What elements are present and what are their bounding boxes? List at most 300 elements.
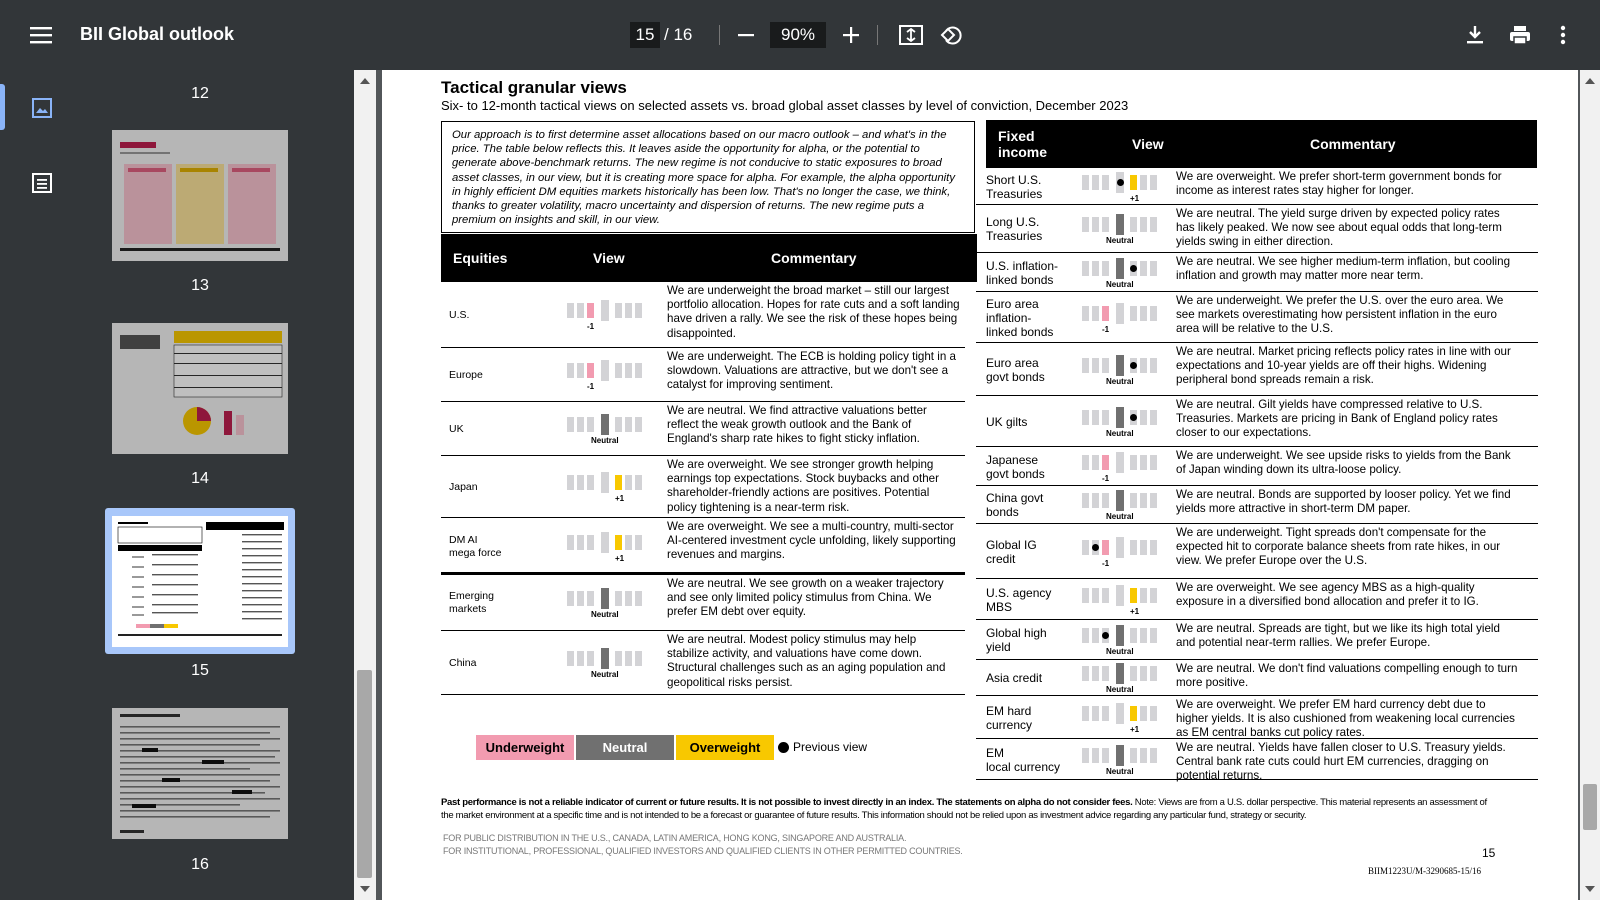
gauge-bar (635, 651, 642, 666)
gauge-center-bar (1116, 214, 1124, 235)
thumbnail-page-13[interactable] (112, 130, 288, 261)
gauge-center-bar (1116, 355, 1124, 376)
gauge-bar (1082, 493, 1089, 508)
gauge-bar (1140, 493, 1147, 508)
gauge-bar (1150, 358, 1157, 373)
view-gauge (565, 532, 645, 563)
gauge-bar (577, 651, 584, 666)
gauge-bar (615, 303, 622, 318)
gauge-label: Neutral (591, 610, 619, 619)
gauge-bar (587, 363, 594, 378)
gauge-bar (615, 651, 622, 666)
gauge-center-bar (1116, 258, 1124, 279)
table-row (976, 579, 1538, 620)
gauge-bar (1130, 588, 1137, 603)
row-commentary: We are neutral. Bonds are supported by looser policy. Yet we find yields more attractive in short-term DM paper. (1176, 488, 1511, 516)
gauge-label: -1 (1102, 473, 1110, 483)
active-indicator (0, 84, 5, 130)
thumbnails-view-icon[interactable] (28, 94, 56, 122)
thumbnail-label: 13 (191, 277, 209, 294)
gauge-bar (1092, 588, 1099, 603)
row-label: Short U.S. Treasuries (986, 172, 1043, 201)
gauge-bar (1150, 455, 1157, 470)
view-gauge (565, 588, 645, 619)
row-label: Asia credit (986, 671, 1043, 685)
thumbnail-label: 16 (191, 856, 209, 873)
pdf-page (382, 70, 1578, 900)
gauge-center-bar (601, 648, 609, 669)
gauge-bar (577, 475, 584, 490)
row-commentary: We are neutral. Spreads are tight, but we like its high total yield and potential near-term rallies. We prefer Europe. (1176, 622, 1500, 650)
row-commentary: We are overweight. We see agency MBS as a high-quality exposure in a diversified bond allocation and prefer it to IG. (1176, 581, 1479, 609)
gauge-bar (567, 535, 574, 550)
row-label: U.S. (449, 308, 470, 321)
table-row (441, 575, 965, 631)
table-row (441, 348, 965, 402)
gauge-bar (1092, 217, 1099, 232)
gauge-label: -1 (1102, 558, 1110, 568)
gauge-bar (1140, 628, 1147, 643)
view-gauge (565, 648, 645, 679)
gauge-bar (635, 363, 642, 378)
gauge-bar (567, 417, 574, 432)
view-gauge (1080, 355, 1160, 386)
previous-view-dot-icon (1102, 632, 1109, 639)
row-commentary: We are underweight. The ECB is holding policy tight in a slowdown. Valuations are attractive, but we don't see a catalyst for improving sentiment. (667, 350, 956, 392)
table-row (976, 343, 1538, 396)
thumbnail-page-14[interactable] (112, 323, 288, 454)
gauge-bar (1140, 261, 1147, 276)
table-row (976, 168, 1538, 205)
gauge-bar (1150, 261, 1157, 276)
gauge-bar (1140, 666, 1147, 681)
print-icon[interactable] (1507, 22, 1533, 48)
gauge-bar (587, 651, 594, 666)
gauge-bar (1130, 455, 1137, 470)
gauge-bar (1130, 540, 1137, 555)
table-row (976, 396, 1538, 447)
gauge-center-bar (1116, 703, 1124, 724)
gauge-label: -1 (587, 322, 595, 331)
previous-view-dot-icon (1130, 414, 1137, 421)
gauge-center-bar (1116, 625, 1124, 646)
legend-previous-view (778, 740, 867, 754)
gauge-center-bar (1116, 452, 1124, 473)
gauge-bar (577, 535, 584, 550)
table-row (976, 696, 1538, 739)
sidebar-scrollbar-thumb[interactable] (357, 670, 372, 878)
toolbar-divider (877, 25, 878, 45)
sidebar-scroll-down-icon[interactable] (360, 886, 370, 892)
row-commentary: We are neutral. The yield surge driven by expected policy rates has likely peaked. We now see about equal odds that long-term yields swing in either direction. (1176, 207, 1502, 249)
gauge-bar (1140, 358, 1147, 373)
gauge-bar (1150, 217, 1157, 232)
zoom-input[interactable] (770, 22, 826, 48)
gauge-bar (625, 303, 632, 318)
gauge-bar (1140, 217, 1147, 232)
fixed-income-header (986, 120, 1537, 168)
gauge-bar (1082, 666, 1089, 681)
gauge-bar (1150, 175, 1157, 190)
previous-view-dot-icon (1117, 179, 1124, 186)
gauge-bar (567, 303, 574, 318)
gauge-bar (1150, 666, 1157, 681)
row-commentary: We are overweight. We see a multi-country, multi-sector AI-centered investment cycle unfolding, likely supporting revenues and margins. (667, 520, 956, 562)
row-label: China (449, 656, 477, 669)
row-commentary: We are neutral. We find attractive valuations better reflect the weak growth outlook and the Bank of England's sharp rate hikes to fight sticky inflation. (667, 404, 927, 446)
gauge-bar (567, 651, 574, 666)
row-commentary: We are neutral. We see growth on a weaker trajectory and see only limited policy stimulus from China. We prefer EM debt over equity. (667, 577, 944, 619)
gauge-bar (1102, 666, 1109, 681)
row-commentary: We are underweight. We prefer the U.S. over the euro area. We see markets overestimating how persistent inflation in the euro area will be relative to the U.S. (1176, 294, 1504, 336)
table-row (976, 524, 1538, 579)
gauge-bar (1102, 455, 1109, 470)
view-gauge (565, 472, 645, 503)
page-number: 15 (1482, 846, 1496, 860)
gauge-bar (1082, 706, 1089, 721)
gauge-bar (1150, 493, 1157, 508)
gauge-bar (1150, 706, 1157, 721)
gauge-bar (1102, 217, 1109, 232)
row-label: Global IG credit (986, 537, 1037, 566)
view-gauge (1080, 745, 1160, 776)
gauge-label: +1 (1130, 606, 1140, 616)
gauge-bar (625, 475, 632, 490)
gauge-label: Neutral (1106, 279, 1134, 289)
sidebar-scroll-up-icon[interactable] (360, 78, 370, 84)
gauge-bar (625, 651, 632, 666)
zoom-in-icon[interactable] (838, 22, 864, 48)
view-gauge (1080, 172, 1160, 203)
gauge-bar (1092, 455, 1099, 470)
main-scrollbar-thumb[interactable] (1583, 784, 1597, 830)
gauge-label: -1 (1102, 324, 1110, 334)
gauge-bar (1092, 306, 1099, 321)
equities-header (441, 234, 977, 282)
main-scroll-up-icon[interactable] (1585, 78, 1595, 84)
row-commentary: We are neutral. Market pricing reflects policy rates in line with our expectations and 10-year yields are off their highs. Widening peripheral bond spreads remain a risk. (1176, 345, 1511, 387)
menu-icon[interactable] (28, 22, 54, 48)
view-gauge (1080, 703, 1160, 734)
view-gauge (1080, 585, 1160, 616)
gauge-bar (625, 417, 632, 432)
row-label: UK (449, 422, 464, 435)
previous-view-dot-icon (1130, 265, 1137, 272)
thumbnail-label: 15 (191, 662, 209, 679)
toolbar-divider (719, 25, 720, 45)
gauge-bar (1130, 306, 1137, 321)
row-label: Global high yield (986, 626, 1047, 654)
row-label: Japan (449, 480, 478, 493)
gauge-bar (577, 417, 584, 432)
main-scroll-down-icon[interactable] (1585, 886, 1595, 892)
row-commentary: We are underweight the broad market – still our largest portfolio allocation. Hopes for rate cuts and a soft landing have driven a rally. We see the risk of these hopes being disappointed. (667, 284, 960, 340)
gauge-label: +1 (615, 553, 625, 563)
gauge-center-bar (601, 588, 609, 609)
gauge-bar (1092, 493, 1099, 508)
gauge-bar (1102, 588, 1109, 603)
gauge-label: Neutral (1106, 685, 1134, 694)
gauge-bar (615, 591, 622, 606)
table-row (441, 402, 965, 456)
gauge-bar (1092, 410, 1099, 425)
gauge-bar (1092, 628, 1099, 643)
view-gauge (1080, 625, 1160, 656)
gauge-bar (615, 363, 622, 378)
gauge-bar (1082, 748, 1089, 763)
gauge-bar (1140, 748, 1147, 763)
gauge-label: Neutral (1106, 766, 1134, 776)
row-commentary: We are underweight. Tight spreads don't compensate for the expected hit to corporate balance sheets from rate hikes, in our view. We prefer Europe over the U.S. (1176, 526, 1501, 568)
view-gauge (1080, 663, 1160, 694)
zoom-out-icon[interactable] (733, 22, 759, 48)
thumbnail-label: 12 (191, 85, 209, 102)
row-label: Europe (449, 368, 483, 381)
table-row (976, 739, 1538, 783)
row-commentary: We are underweight. We see upside risks to yields from the Bank of Japan winding down its ultra-loose policy. (1176, 449, 1511, 477)
gauge-center-bar (1116, 745, 1124, 766)
gauge-bar (1082, 306, 1089, 321)
view-gauge (565, 360, 645, 391)
gauge-center-bar (1116, 303, 1124, 324)
view-gauge (1080, 303, 1160, 334)
gauge-bar (1092, 358, 1099, 373)
gauge-bar (1082, 540, 1089, 555)
gauge-bar (1130, 748, 1137, 763)
view-gauge (565, 300, 645, 331)
gauge-bar (1140, 588, 1147, 603)
row-label: U.S. inflation- linked bonds (986, 258, 1059, 287)
gauge-bar (1092, 666, 1099, 681)
gauge-bar (1102, 306, 1109, 321)
gauge-bar (567, 591, 574, 606)
fit-page-icon[interactable] (898, 22, 924, 48)
page-number-input[interactable] (630, 22, 660, 48)
page-title: Tactical granular views (441, 78, 627, 97)
gauge-bar (1082, 261, 1089, 276)
gauge-bar (1082, 217, 1089, 232)
gauge-center-bar (1116, 585, 1124, 606)
gauge-label: +1 (1130, 193, 1140, 203)
fixed-income-header-view: View (1132, 136, 1164, 152)
table-row (976, 660, 1538, 696)
page-subtitle: Six- to 12-month tactical views on selected assets vs. broad global asset classes by level of conviction, December 2023 (441, 98, 1129, 113)
legend-neutral: Neutral (576, 735, 674, 760)
gauge-bar (1092, 748, 1099, 763)
gauge-bar (1140, 410, 1147, 425)
gauge-bar (635, 303, 642, 318)
previous-view-dot-icon (778, 742, 789, 753)
gauge-bar (615, 535, 622, 550)
gauge-bar (587, 417, 594, 432)
gauge-bar (1140, 455, 1147, 470)
row-label: EM local currency (986, 745, 1061, 774)
previous-view-dot-icon (1130, 362, 1137, 369)
gauge-bar (1082, 455, 1089, 470)
gauge-bar (1102, 493, 1109, 508)
row-label: EM hard currency (986, 703, 1033, 732)
page-total: / 16 (664, 25, 693, 44)
gauge-bar (1082, 588, 1089, 603)
gauge-bar (1082, 358, 1089, 373)
row-label: U.S. agency MBS (986, 585, 1052, 614)
gauge-bar (1092, 706, 1099, 721)
gauge-bar (635, 591, 642, 606)
disclaimer-note: Note: Views are from a U.S. dollar perspective. This material represents an assessment of the market environment at a specific time and is not intended to be a forecast or guarantee of future results. This information should not be relied upon as investment advice regarding any particular fund, strategy or security. (441, 797, 1487, 821)
gauge-bar (1102, 175, 1109, 190)
gauge-bar (635, 475, 642, 490)
gauge-label: Neutral (1106, 647, 1134, 656)
distribution-line-2: FOR INSTITUTIONAL, PROFESSIONAL, QUALIFIED INVESTORS AND QUALIFIED CLIENTS IN OTHER PERMITTED COUNTRIES. (443, 846, 963, 856)
view-gauge (1080, 537, 1160, 568)
gauge-label: Neutral (1106, 376, 1134, 386)
gauge-bar (1150, 306, 1157, 321)
table-row (976, 620, 1538, 660)
thumbnail-page-16[interactable] (112, 708, 288, 839)
gauge-center-bar (1116, 490, 1124, 511)
gauge-center-bar (601, 414, 609, 435)
gauge-bar (1102, 748, 1109, 763)
gauge-bar (1102, 410, 1109, 425)
gauge-center-bar (601, 360, 609, 381)
row-label: Euro area govt bonds (986, 355, 1045, 384)
row-label: Long U.S. Treasuries (986, 215, 1043, 243)
gauge-bar (1150, 628, 1157, 643)
gauge-bar (625, 591, 632, 606)
gauge-bar (615, 475, 622, 490)
gauge-bar (1082, 175, 1089, 190)
table-row (441, 282, 965, 348)
equities-header-label: Equities (453, 250, 508, 266)
gauge-bar (1130, 493, 1137, 508)
gauge-bar (587, 303, 594, 318)
gauge-center-bar (1116, 663, 1124, 684)
thumbnail-label: 14 (191, 470, 209, 487)
row-commentary: We are neutral. We don't find valuations compelling enough to turn more positive. (1176, 662, 1518, 690)
legend-previous-label: Previous view (793, 740, 868, 754)
row-commentary: We are neutral. We see higher medium-term inflation, but cooling inflation and growth may matter more near term. (1176, 255, 1511, 283)
outline-view-icon[interactable] (28, 169, 56, 197)
view-gauge (1080, 490, 1160, 521)
gauge-bar (1140, 175, 1147, 190)
gauge-label: -1 (587, 382, 595, 391)
gauge-bar (615, 417, 622, 432)
equities-header-commentary: Commentary (771, 250, 857, 266)
view-gauge (1080, 258, 1160, 289)
gauge-bar (1150, 748, 1157, 763)
rotate-icon[interactable] (939, 22, 965, 48)
row-commentary: We are overweight. We see stronger growth helping earnings top expectations. Stock buybacks and other shareholder-friendly actions are positives. Potential policy tightening is a near-term risk. (667, 458, 939, 514)
gauge-label: Neutral (1106, 428, 1134, 438)
gauge-bar (577, 363, 584, 378)
row-commentary: We are overweight. We prefer short-term government bonds for income as interest rates stay higher for longer. (1176, 170, 1502, 198)
download-icon[interactable] (1462, 22, 1488, 48)
gauge-center-bar (601, 472, 609, 493)
row-label: China govt bonds (986, 491, 1044, 519)
gauge-bar (1082, 628, 1089, 643)
table-row (441, 631, 965, 695)
table-row (976, 253, 1538, 292)
gauge-bar (577, 591, 584, 606)
gauge-center-bar (1116, 537, 1124, 558)
gauge-label: Neutral (591, 670, 619, 679)
table-row (976, 447, 1538, 486)
table-row (976, 486, 1538, 524)
gauge-center-bar (601, 532, 609, 553)
distribution-note (443, 832, 963, 858)
row-label: Euro area inflation- linked bonds (986, 296, 1054, 339)
thumbnail-page-15[interactable] (112, 516, 288, 647)
intro-paragraph: Our approach is to first determine asset allocations based on our macro outlook – and what's in the price. The table below reflects this. It leaves aside the opportunity for alpha, or the potential to generate above-benchmark returns. The new regime is not conducive to static exposures to broad asset classes, in our view, but it is creating more space for alpha. For example, the alpha opportunity in highly efficient DM equities markets historically has been low. That's no longer the case, we think, thanks to greater volatility, macro uncertainty and dispersion of returns. The new regime puts a premium on insights and skill, in our view. (441, 121, 975, 233)
view-gauge (1080, 214, 1160, 245)
gauge-label: Neutral (1106, 512, 1134, 521)
gauge-bar (1140, 306, 1147, 321)
gauge-bar (1130, 217, 1137, 232)
more-options-icon[interactable] (1550, 22, 1576, 48)
view-gauge (565, 414, 645, 445)
fixed-income-header-commentary: Commentary (1310, 136, 1396, 152)
gauge-bar (1130, 666, 1137, 681)
gauge-bar (1102, 540, 1109, 555)
gauge-label: +1 (1130, 724, 1140, 734)
gauge-bar (1092, 261, 1099, 276)
gauge-bar (1130, 706, 1137, 721)
row-commentary: We are neutral. Yields have fallen closer to U.S. Treasury yields. Central bank rate cuts could hurt EM currencies, dragging on potential returns. (1176, 741, 1506, 783)
main-scrollbar[interactable] (1580, 70, 1600, 900)
row-commentary: We are neutral. Modest policy stimulus may help stabilize activity, and valuations have come down. Structural challenges such as an aging population and geopolitical risks persist. (667, 633, 946, 689)
row-commentary: We are overweight. We prefer EM hard currency debt due to higher yields. It is also cushioned from weakening local currencies as EM central banks cut policy rates. (1176, 698, 1515, 740)
gauge-label: Neutral (591, 436, 619, 445)
gauge-bar (567, 363, 574, 378)
equities-header-view: View (593, 250, 625, 266)
fixed-income-header-label: Fixed income (998, 128, 1048, 160)
gauge-bar (1140, 706, 1147, 721)
gauge-bar (635, 417, 642, 432)
gauge-bar (1140, 540, 1147, 555)
gauge-bar (1150, 540, 1157, 555)
gauge-bar (1102, 358, 1109, 373)
gauge-bar (1150, 588, 1157, 603)
gauge-bar (625, 363, 632, 378)
gauge-bar (1130, 175, 1137, 190)
view-gauge (1080, 452, 1160, 483)
toolbar (0, 0, 1600, 70)
row-commentary: We are neutral. Gilt yields have compressed relative to U.S. Treasuries. Markets are pricing in Bank of England policy rates closer to our expectations. (1176, 398, 1498, 440)
gauge-bar (635, 535, 642, 550)
row-label: DM AI mega force (449, 533, 502, 559)
previous-view-dot-icon (1092, 544, 1099, 551)
table-row (976, 292, 1538, 343)
gauge-label: Neutral (1106, 236, 1134, 245)
gauge-bar (1102, 706, 1109, 721)
view-gauge (1080, 407, 1160, 438)
gauge-label: +1 (615, 494, 625, 503)
gauge-center-bar (1116, 407, 1124, 428)
gauge-bar (1092, 175, 1099, 190)
table-row (441, 518, 965, 575)
gauge-bar (577, 303, 584, 318)
table-row (441, 456, 965, 518)
document-code: BIIM1223U/M-3290685-15/16 (1368, 866, 1481, 876)
gauge-center-bar (601, 300, 609, 321)
disclaimer (441, 796, 1501, 822)
gauge-bar (567, 475, 574, 490)
legend-overweight: Overweight (676, 735, 774, 760)
document-title: BII Global outlook (80, 24, 234, 44)
gauge-bar (1130, 628, 1137, 643)
distribution-line-1: FOR PUBLIC DISTRIBUTION IN THE U.S., CANADA, LATIN AMERICA, HONG KONG, SINGAPORE AND AUSTRALIA. (443, 833, 907, 843)
gauge-bar (1150, 410, 1157, 425)
